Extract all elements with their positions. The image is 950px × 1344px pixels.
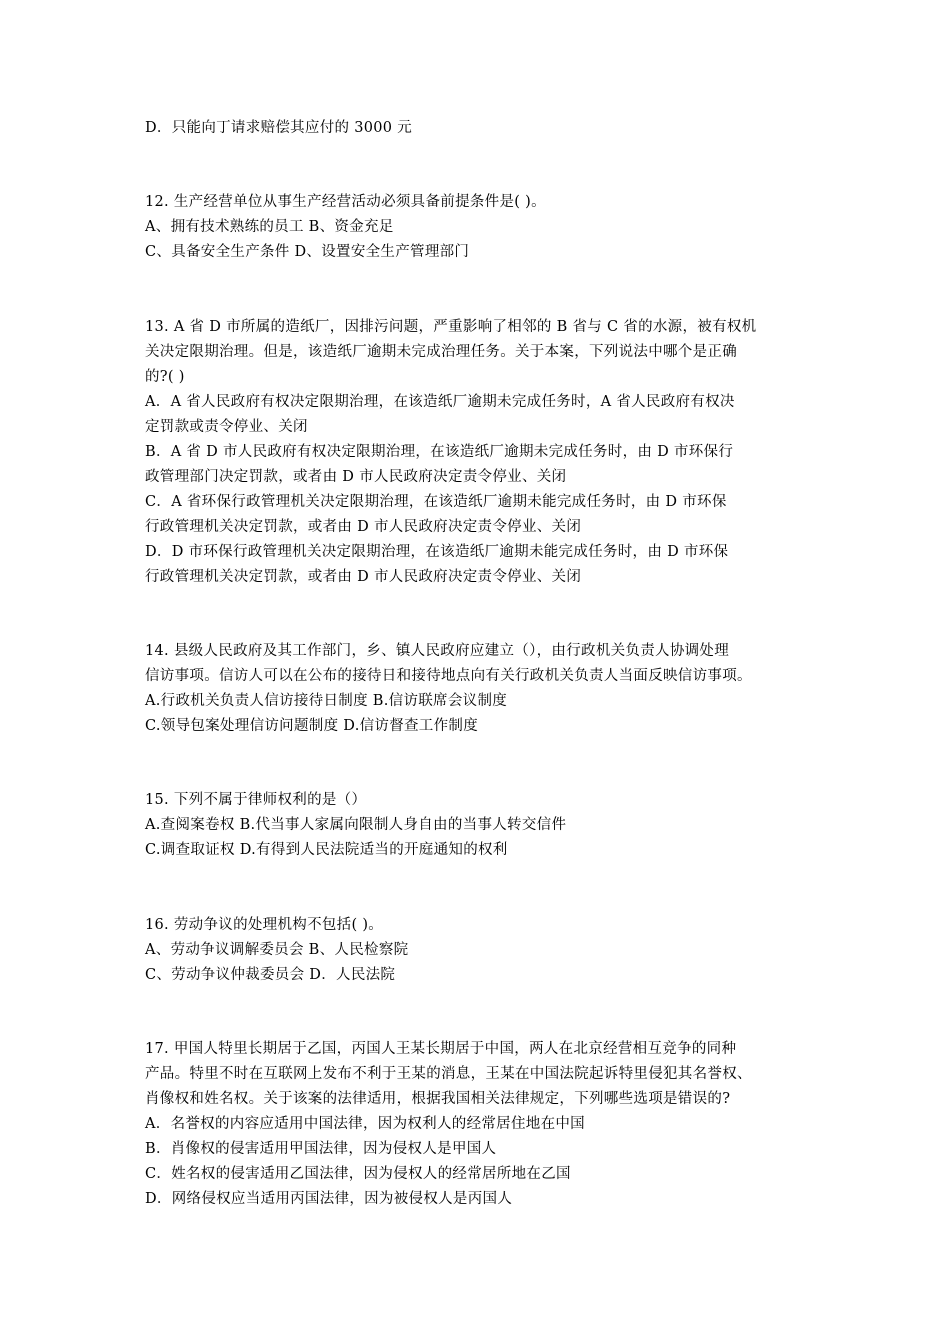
q17-option-d: D．网络侵权应当适用丙国法律，因为被侵权人是丙国人 — [145, 1191, 513, 1207]
q17-option-c: C．姓名权的侵害适用乙国法律，因为侵权人的经常居所地在乙国 — [145, 1166, 571, 1182]
q17-option-b: B．肖像权的侵害适用甲国法律，因为侵权人是甲国人 — [145, 1141, 497, 1157]
q13-option-c-line2: 行政管理机关决定罚款，或者由 D 市人民政府决定责令停业、关闭 — [145, 519, 582, 535]
q13-stem-line2: 关决定限期治理。但是，该造纸厂逾期未完成治理任务。关于本案，下列说法中哪个是正确 — [145, 344, 737, 360]
q13-stem-line1: 13. A 省 D 市所属的造纸厂，因排污问题，严重影响了相邻的 B 省与 C 省的水源，被有权机 — [145, 319, 757, 335]
q16-options-line2: C、劳动争议仲裁委员会 D．人民法院 — [145, 967, 396, 983]
q17-stem-line3: 肖像权和姓名权。关于该案的法律适用，根据我国相关法律规定，下列哪些选项是错误的? — [145, 1091, 731, 1107]
q13-stem-line3: 的?( ) — [145, 369, 185, 385]
q12-stem: 12. 生产经营单位从事生产经营活动必须具备前提条件是( )。 — [145, 194, 546, 210]
q12-options-line1: A、拥有技术熟练的员工 B、资金充足 — [145, 219, 394, 235]
q13-option-a-line2: 定罚款或责令停业、关闭 — [145, 419, 308, 435]
q13-option-b-line2: 政管理部门决定罚款，或者由 D 市人民政府决定责令停业、关闭 — [145, 469, 567, 485]
q17-option-a: A．名誉权的内容应适用中国法律，因为权利人的经常居住地在中国 — [145, 1116, 585, 1132]
q12-options-line2: C、具备安全生产条件 D、设置安全生产管理部门 — [145, 244, 470, 260]
q17-stem-line2: 产品。特里不时在互联网上发布不利于王某的消息，王某在中国法院起诉特里侵犯其名誉权、 — [145, 1066, 752, 1082]
q16-options-line1: A、劳动争议调解委员会 B、人民检察院 — [145, 942, 409, 958]
q13-option-d-line2: 行政管理机关决定罚款，或者由 D 市人民政府决定责令停业、关闭 — [145, 569, 582, 585]
q14-stem-line2: 信访事项。信访人可以在公布的接待日和接待地点向有关行政机关负责人当面反映信访事项。 — [145, 668, 752, 684]
q11-option-d: D．只能向丁请求赔偿其应付的 3000 元 — [145, 120, 413, 136]
q13-option-b-line1: B．A 省 D 市人民政府有权决定限期治理，在该造纸厂逾期未完成任务时，由 D 市环保行 — [145, 444, 734, 460]
q15-options-line1: A.查阅案卷权 B.代当事人家属向限制人身自由的当事人转交信件 — [145, 817, 567, 833]
q15-stem: 15. 下列不属于律师权利的是（） — [145, 792, 367, 808]
q13-option-c-line1: C．A 省环保行政管理机关决定限期治理，在该造纸厂逾期未能完成任务时，由 D 市环保 — [145, 494, 727, 510]
q14-options-line2: C.领导包案处理信访问题制度 D.信访督查工作制度 — [145, 718, 479, 734]
q17-stem-line1: 17. 甲国人特里长期居于乙国，丙国人王某长期居于中国，两人在北京经营相互竞争的同种 — [145, 1041, 737, 1057]
q14-stem-line1: 14. 县级人民政府及其工作部门，乡、镇人民政府应建立（），由行政机关负责人协调处理 — [145, 643, 730, 659]
q14-options-line1: A.行政机关负责人信访接待日制度 B.信访联席会议制度 — [145, 693, 508, 709]
q13-option-a-line1: A．A 省人民政府有权决定限期治理，在该造纸厂逾期未完成任务时，A 省人民政府有权决 — [145, 394, 735, 410]
q13-option-d-line1: D．D 市环保行政管理机关决定限期治理，在该造纸厂逾期未能完成任务时，由 D 市环保 — [145, 544, 729, 560]
q15-options-line2: C.调查取证权 D.有得到人民法院适当的开庭通知的权利 — [145, 842, 508, 858]
q16-stem: 16. 劳动争议的处理机构不包括( )。 — [145, 917, 384, 933]
